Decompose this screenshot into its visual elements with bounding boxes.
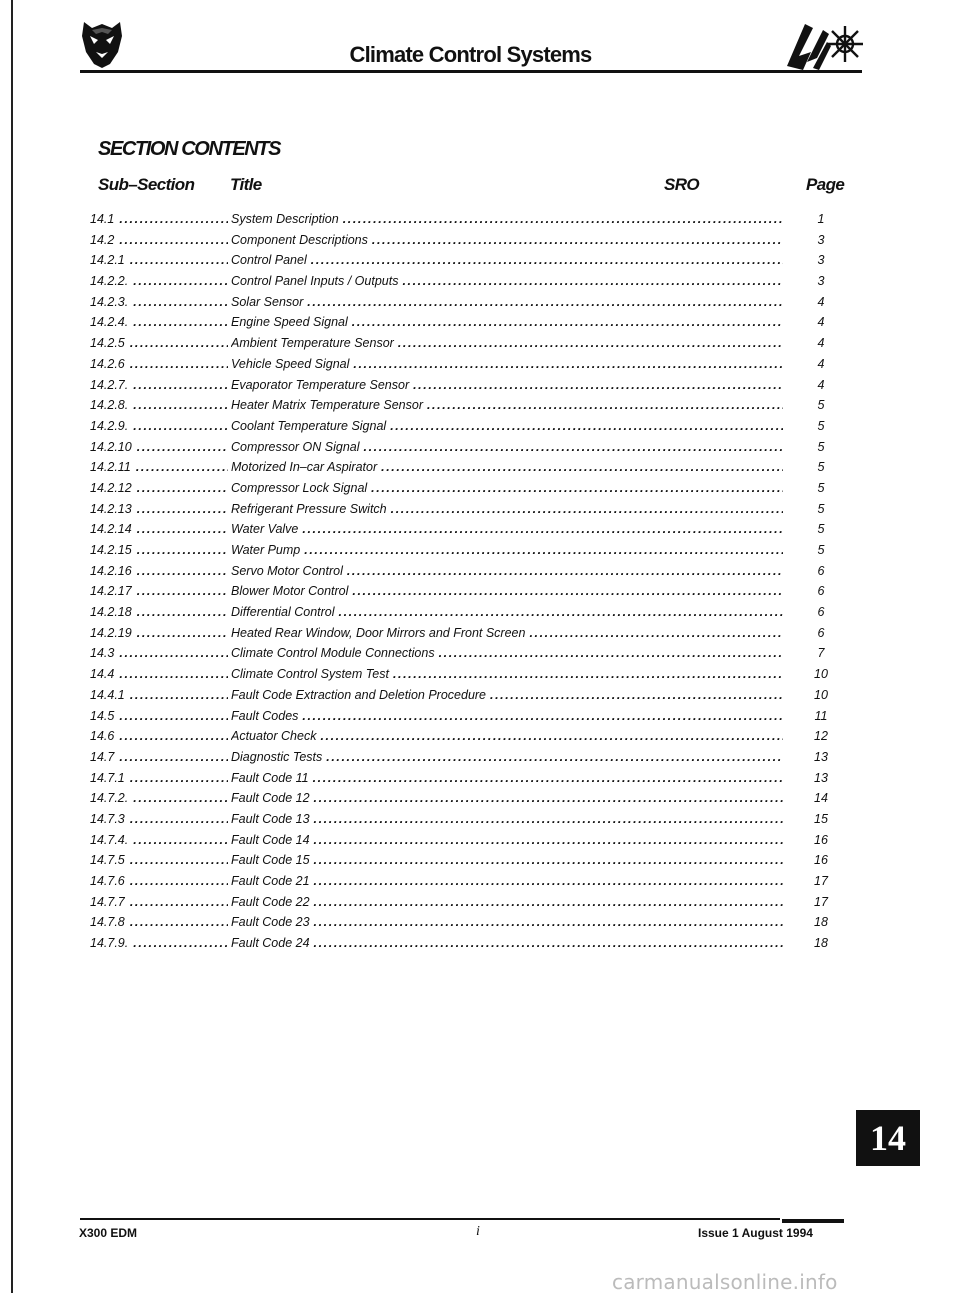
contents-entry xyxy=(88,933,838,954)
entry-number: 14.2.4. ..... xyxy=(90,315,228,329)
entry-title xyxy=(231,895,783,909)
footer-page-number: i xyxy=(476,1224,480,1239)
entry-title xyxy=(231,709,783,723)
entry-title-text: Compressor Lock Signal xyxy=(231,481,371,495)
entry-title-text: Water Pump xyxy=(231,543,304,557)
entry-title xyxy=(231,336,783,350)
column-header-sro: SRO xyxy=(664,175,700,194)
entry-number: 14.2.15 ..... xyxy=(90,543,228,557)
entry-number: 14.2.16 ..... xyxy=(90,564,228,578)
entry-title xyxy=(231,750,783,764)
entry-number: 14.2.5 ..... xyxy=(90,336,228,350)
entry-page: 1 xyxy=(817,212,825,226)
entry-page: 5 xyxy=(817,501,825,516)
entry-title xyxy=(231,688,783,702)
entry-title xyxy=(231,853,783,867)
entry-title-text: Fault Code 23 xyxy=(231,915,314,929)
entry-page: 4 xyxy=(817,315,825,330)
entry-number: 14.4.1 ..... xyxy=(90,688,228,702)
contents-entry xyxy=(88,457,838,478)
contents-entry xyxy=(88,809,838,830)
entry-number: 14.3 ..... xyxy=(90,646,228,660)
entry-title xyxy=(231,212,783,226)
column-header-title: Title xyxy=(230,175,262,194)
entry-page: 13 xyxy=(814,749,828,764)
entry-page: 17 xyxy=(814,894,828,909)
contents-entry xyxy=(88,830,838,851)
contents-entry xyxy=(88,395,838,416)
entry-title-text: Fault Code 13 xyxy=(231,812,314,826)
entry-title xyxy=(231,584,783,598)
entry-title-text: Compressor ON Signal xyxy=(231,440,364,454)
entry-title-text: System Description xyxy=(231,212,343,226)
entry-page: 18 xyxy=(814,915,828,930)
entry-page: 17 xyxy=(814,874,828,888)
entry-number: 14.7 ..... xyxy=(90,750,228,764)
contents-entry xyxy=(88,892,838,913)
entry-number: 14.2.10 ..... xyxy=(90,440,228,454)
entry-title xyxy=(231,398,783,412)
entry-page: 16 xyxy=(814,832,828,847)
entry-page: 16 xyxy=(814,853,828,868)
section-tab: 14 xyxy=(856,1110,920,1166)
entry-title xyxy=(231,233,783,247)
entry-title xyxy=(231,460,783,474)
section-heading: SECTION CONTENTS xyxy=(98,138,281,160)
entry-number: 14.7.5 ..... xyxy=(90,853,228,867)
entry-title xyxy=(231,626,783,640)
contents-entry xyxy=(88,437,838,458)
contents-entry xyxy=(88,602,838,623)
entry-title xyxy=(231,771,783,785)
entry-page: 3 xyxy=(817,253,825,268)
column-header-subsection: Sub–Section xyxy=(98,175,195,194)
entry-number: 14.2.11 ..... xyxy=(90,460,228,474)
entry-title xyxy=(231,833,783,847)
entry-number: 14.2.6 ..... xyxy=(90,357,228,371)
entry-title-text: Water Valve xyxy=(231,522,302,536)
entry-title-text: Fault Code 14 xyxy=(231,833,314,847)
entry-page: 14 xyxy=(814,791,828,806)
entry-page: 5 xyxy=(817,398,825,413)
entry-number: 14.4 ..... xyxy=(90,667,228,681)
contents-entry xyxy=(88,623,838,644)
entry-page: 4 xyxy=(817,377,825,392)
entry-title-text: Fault Code 22 xyxy=(231,895,314,909)
page-header xyxy=(78,12,863,74)
entry-title xyxy=(231,791,783,805)
entry-number: 14.2.18 ..... xyxy=(90,605,228,619)
footer-rule xyxy=(80,1218,780,1220)
entry-title-text: Vehicle Speed Signal xyxy=(231,357,353,371)
entry-title xyxy=(231,253,783,267)
entry-number: 14.2.1 ..... xyxy=(90,253,228,267)
entry-number: 14.7.4. ..... xyxy=(90,833,228,847)
entry-title xyxy=(231,419,783,433)
entry-title-text: Differential Control xyxy=(231,605,339,619)
contents-entry xyxy=(88,706,838,727)
entry-page: 15 xyxy=(814,811,828,826)
entry-title xyxy=(231,295,783,309)
entry-title xyxy=(231,274,783,288)
entry-title xyxy=(231,874,783,888)
entry-title-text: Heated Rear Window, Door Mirrors and Front Screen xyxy=(231,626,529,640)
entry-title-text: Actuator Check xyxy=(231,729,320,743)
contents-entry xyxy=(88,230,838,251)
contents-entry xyxy=(88,499,838,520)
entry-title-text: Motorized In–car Aspirator xyxy=(231,460,381,474)
contents-list xyxy=(88,209,838,954)
contents-entry xyxy=(88,726,838,747)
entry-number: 14.2.9. ..... xyxy=(90,419,228,433)
contents-entry xyxy=(88,912,838,933)
entry-number: 14.2.3. ..... xyxy=(90,295,228,309)
entry-title-text: Fault Code 12 xyxy=(231,791,314,805)
watermark: carmanualsonline.info xyxy=(612,1270,838,1294)
entry-page: 5 xyxy=(817,543,825,557)
page-edge-rule xyxy=(11,0,13,1293)
entry-title xyxy=(231,543,783,557)
entry-number: 14.2.8. ..... xyxy=(90,398,228,412)
entry-title-text: Control Panel xyxy=(231,253,311,267)
contents-entry xyxy=(88,643,838,664)
entry-title xyxy=(231,357,783,371)
contents-entry xyxy=(88,561,838,582)
entry-title-text: Fault Code Extraction and Deletion Procedure xyxy=(231,688,490,702)
contents-entry xyxy=(88,209,838,230)
contents-entry xyxy=(88,581,838,602)
entry-title xyxy=(231,729,783,743)
entry-title-text: Coolant Temperature Signal xyxy=(231,419,390,433)
contents-entry xyxy=(88,540,838,561)
entry-number: 14.2.19 ..... xyxy=(90,626,228,640)
entry-number: 14.7.6 ..... xyxy=(90,874,228,888)
entry-number: 14.5 ..... xyxy=(90,709,228,723)
entry-title xyxy=(231,315,783,329)
header-rule xyxy=(80,70,862,73)
heat-snowflake-icon xyxy=(783,16,863,74)
entry-title-text: Component Descriptions xyxy=(231,233,372,247)
entry-page: 5 xyxy=(817,460,825,475)
entry-page: 6 xyxy=(817,625,825,640)
entry-title-text: Engine Speed Signal xyxy=(231,315,352,329)
entry-number: 14.6 ..... xyxy=(90,729,228,743)
contents-entry xyxy=(88,664,838,685)
entry-title-text: Refrigerant Pressure Switch xyxy=(231,502,391,516)
entry-title-text: Ambient Temperature Sensor xyxy=(231,336,398,350)
contents-entry xyxy=(88,312,838,333)
entry-page: 6 xyxy=(817,584,825,599)
contents-entry xyxy=(88,871,838,892)
contents-entry xyxy=(88,850,838,871)
contents-entry xyxy=(88,768,838,789)
document-title: Climate Control Systems xyxy=(349,42,592,67)
contents-entry xyxy=(88,478,838,499)
entry-page: 6 xyxy=(817,605,825,620)
entry-title-text: Fault Code 11 xyxy=(231,771,313,785)
entry-page: 5 xyxy=(817,522,825,537)
entry-title xyxy=(231,502,783,516)
entry-number: 14.2.14 ..... xyxy=(90,522,228,536)
entry-page: 5 xyxy=(817,418,825,433)
entry-number: 14.2.12 ..... xyxy=(90,481,228,495)
entry-title xyxy=(231,522,783,536)
entry-title xyxy=(231,667,783,681)
contents-entry xyxy=(88,747,838,768)
entry-number: 14.7.8 ..... xyxy=(90,915,228,929)
entry-number: 14.7.2. ..... xyxy=(90,791,228,805)
entry-title-text: Fault Code 15 xyxy=(231,853,314,867)
entry-title-text: Climate Control System Test xyxy=(231,667,393,681)
contents-entry xyxy=(88,354,838,375)
entry-title-text: Fault Codes xyxy=(231,709,302,723)
entry-title xyxy=(231,646,783,660)
entry-title xyxy=(231,440,783,454)
entry-page: 7 xyxy=(817,646,825,661)
entry-page: 4 xyxy=(817,336,825,351)
contents-entry xyxy=(88,375,838,396)
entry-number: 14.7.7 ..... xyxy=(90,895,228,909)
entry-title-text: Heater Matrix Temperature Sensor xyxy=(231,398,427,412)
contents-entry xyxy=(88,333,838,354)
entry-page: 18 xyxy=(814,936,828,951)
footer-doc-id: X300 EDM xyxy=(79,1226,138,1240)
entry-page: 11 xyxy=(814,708,828,723)
contents-entry xyxy=(88,292,838,313)
entry-title xyxy=(231,812,783,826)
footer-issue-date: Issue 1 August 1994 xyxy=(698,1226,813,1240)
contents-entry xyxy=(88,685,838,706)
entry-number: 14.7.3 ..... xyxy=(90,812,228,826)
entry-page: 12 xyxy=(814,729,828,744)
column-header-page: Page xyxy=(806,175,845,194)
entry-title-text: Blower Motor Control xyxy=(231,584,352,598)
entry-page: 13 xyxy=(814,770,828,785)
entry-number: 14.2.7. ..... xyxy=(90,378,228,392)
entry-title xyxy=(231,481,783,495)
contents-entry xyxy=(88,788,838,809)
entry-title xyxy=(231,605,783,619)
contents-entry xyxy=(88,519,838,540)
entry-title-text: Fault Code 21 xyxy=(231,874,314,888)
entry-page: 3 xyxy=(817,232,825,247)
entry-page: 4 xyxy=(817,294,825,309)
entry-title-text: Diagnostic Tests xyxy=(231,750,326,764)
entry-number: 14.1 ..... xyxy=(90,212,228,226)
contents-entry xyxy=(88,271,838,292)
contents-entry xyxy=(88,416,838,437)
entry-title-text: Servo Motor Control xyxy=(231,564,347,578)
entry-page: 3 xyxy=(817,274,825,289)
entry-page: 5 xyxy=(817,480,825,495)
entry-title-text: Control Panel Inputs / Outputs xyxy=(231,274,402,288)
entry-title xyxy=(231,936,783,950)
entry-title-text: Climate Control Module Connections xyxy=(231,646,439,660)
entry-number: 14.2 ..... xyxy=(90,233,228,247)
entry-number: 14.2.17 ..... xyxy=(90,584,228,598)
entry-page: 6 xyxy=(817,563,825,578)
entry-page: 4 xyxy=(817,356,825,371)
entry-number: 14.7.1 ..... xyxy=(90,771,228,785)
contents-entry xyxy=(88,250,838,271)
entry-title-text: Solar Sensor xyxy=(231,295,307,309)
entry-title xyxy=(231,564,783,578)
entry-number: 14.2.2. ..... xyxy=(90,274,228,288)
entry-page: 10 xyxy=(814,687,828,702)
entry-title-text: Fault Code 24 xyxy=(231,936,314,950)
entry-title-text: Evaporator Temperature Sensor xyxy=(231,378,413,392)
entry-page: 10 xyxy=(814,667,828,682)
entry-page: 5 xyxy=(817,439,825,454)
entry-title xyxy=(231,915,783,929)
entry-number: 14.7.9. ..... xyxy=(90,936,228,950)
footer-rule-thick xyxy=(782,1219,844,1223)
entry-number: 14.2.13 ..... xyxy=(90,502,228,516)
entry-title xyxy=(231,378,783,392)
